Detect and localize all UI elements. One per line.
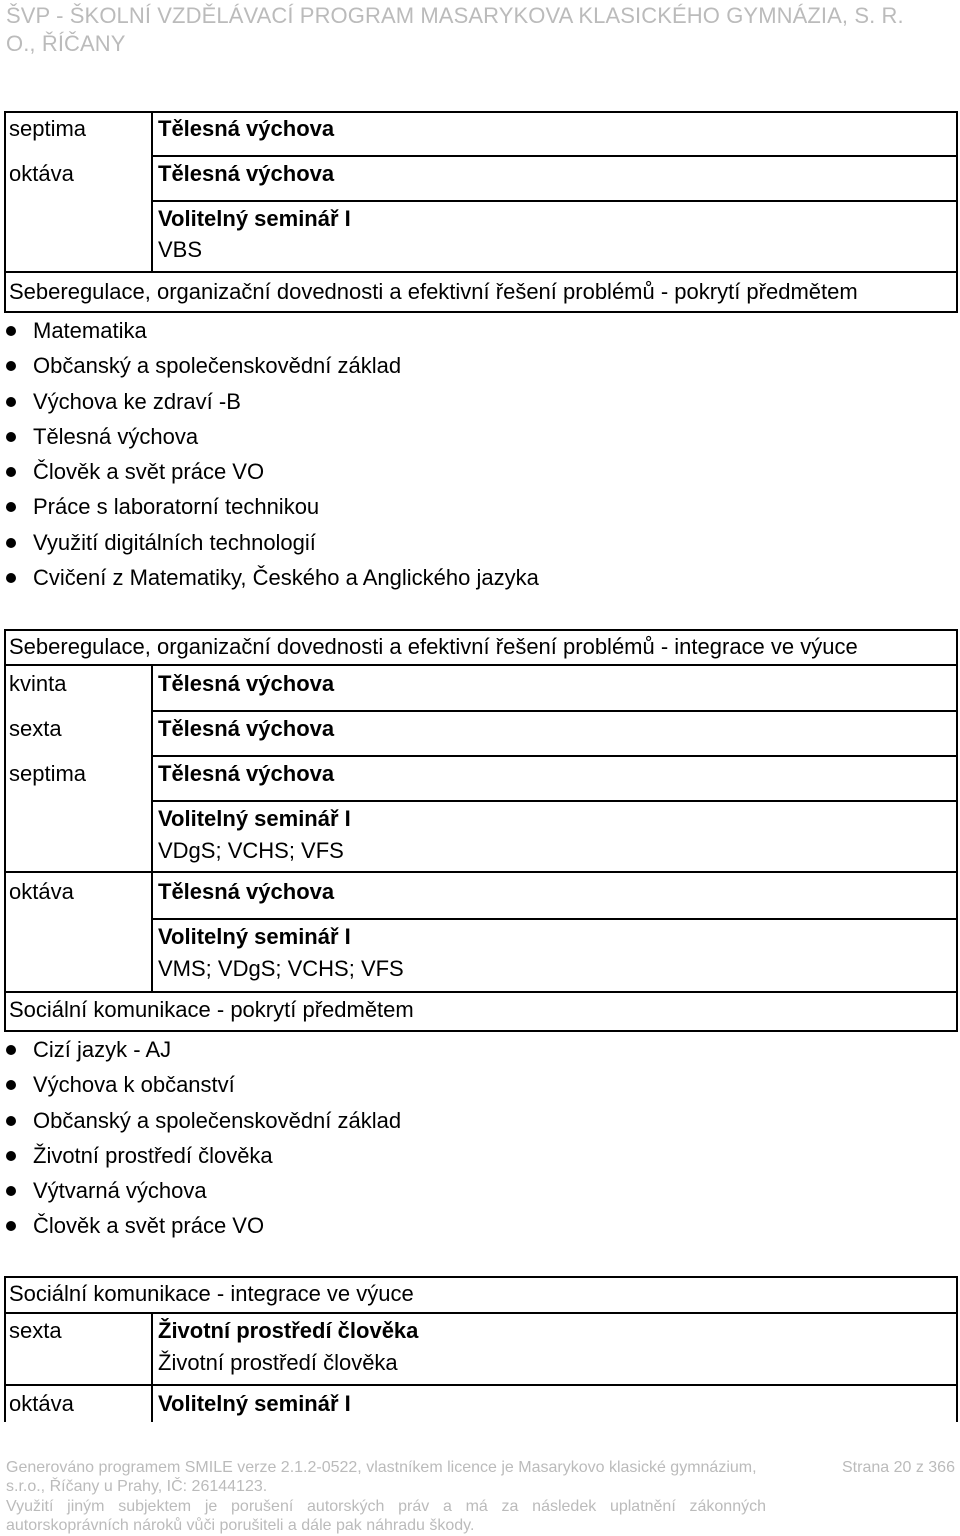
section-title: Seberegulace, organizační dovednosti a efektivní řešení problémů - pokrytí předmětem: [9, 279, 858, 304]
list-item: Občanský a společenskovědní základ: [6, 1103, 401, 1138]
grade-label: kvinta: [9, 671, 67, 696]
row-divider: [4, 991, 958, 993]
bullet-icon: [6, 1116, 16, 1126]
subject-label: Volitelný seminář I: [158, 206, 351, 231]
row-divider: [151, 200, 958, 202]
bullet-icon: [6, 326, 16, 336]
grade-label: sexta: [9, 1318, 62, 1343]
bullet-icon: [6, 467, 16, 477]
subject-detail: VBS: [158, 237, 203, 262]
bullet-icon: [6, 1221, 16, 1231]
section-title: Sociální komunikace - integrace ve výuce: [9, 1281, 414, 1306]
bullet-icon: [6, 538, 16, 548]
subject-list: [6, 1032, 401, 1244]
grade-label: septima: [9, 761, 87, 786]
list-item: Člověk a svět práce VO: [6, 454, 539, 489]
header-title-line1: ŠVP - ŠKOLNÍ VZDĚLÁVACÍ PROGRAM MASARYKOVA KLASICKÉHO GYMNÁZIA, S. R.: [6, 3, 904, 28]
list-item: Výchova k občanství: [6, 1067, 401, 1102]
footer-line: Generováno programem SMILE verze 2.1.2-0522, vlastníkem licence je Masarykovo klasické gymnázium,: [6, 1459, 757, 1476]
grade-label: sexta: [9, 716, 62, 741]
list-item: Výtvarná výchova: [6, 1173, 401, 1208]
header-title-line2: O., ŘÍČANY: [6, 31, 126, 56]
list-item: Využití digitálních technologií: [6, 525, 539, 560]
subject-label: Tělesná výchova: [158, 161, 335, 186]
bullet-icon: [6, 1186, 16, 1196]
subject-list: [6, 313, 539, 595]
grade-label: septima: [9, 116, 87, 141]
grade-label: oktáva: [9, 161, 74, 186]
list-item: Výchova ke zdraví -B: [6, 384, 539, 419]
table-column-divider: [151, 1312, 153, 1422]
list-item: Občanský a společenskovědní základ: [6, 348, 539, 383]
table-frame: [4, 629, 958, 1032]
list-item: Cizí jazyk - AJ: [6, 1032, 401, 1067]
bullet-icon: [6, 432, 16, 442]
list-item: Matematika: [6, 313, 539, 348]
subject-label: Tělesná výchova: [158, 879, 335, 904]
section-title: Seberegulace, organizační dovednosti a efektivní řešení problémů - integrace ve výuce: [9, 634, 858, 659]
row-divider: [151, 155, 958, 157]
bullet-icon: [6, 1045, 16, 1055]
list-item: Práce s laboratorní technikou: [6, 489, 539, 524]
row-divider: [4, 271, 958, 273]
footer-line: Využití jiným subjektem je porušení autorských práv a má za následek uplatnění zákonných: [6, 1498, 766, 1515]
subject-label: Volitelný seminář I: [158, 924, 351, 949]
bullet-icon: [6, 1151, 16, 1161]
list-item: Cvičení z Matematiky, Českého a Anglického jazyka: [6, 560, 539, 595]
table-top-border: [4, 1276, 958, 1278]
subject-label: Tělesná výchova: [158, 761, 335, 786]
row-divider: [4, 871, 958, 873]
bullet-icon: [6, 361, 16, 371]
row-divider: [151, 800, 958, 802]
table-column-divider: [151, 111, 153, 271]
subject-label: Tělesná výchova: [158, 671, 335, 696]
row-divider: [4, 1312, 958, 1314]
bullet-icon: [6, 502, 16, 512]
subject-label: Tělesná výchova: [158, 716, 335, 741]
page-number: Strana 20 z 366: [842, 1459, 955, 1476]
list-item: Člověk a svět práce VO: [6, 1208, 401, 1243]
grade-label: oktáva: [9, 879, 74, 904]
bullet-icon: [6, 573, 16, 583]
subject-label: Volitelný seminář I: [158, 1391, 351, 1416]
subject-label: Tělesná výchova: [158, 116, 335, 141]
bullet-icon: [6, 1080, 16, 1090]
section-title: Sociální komunikace - pokrytí předmětem: [9, 997, 414, 1022]
grade-label: oktáva: [9, 1391, 74, 1416]
row-divider: [151, 918, 958, 920]
table-right-border: [956, 1276, 958, 1422]
page-header: [6, 2, 946, 58]
bullet-icon: [6, 397, 16, 407]
list-item: Tělesná výchova: [6, 419, 539, 454]
table-left-border: [4, 1276, 6, 1422]
table-column-divider: [151, 664, 153, 991]
footer-line: s.r.o., Říčany u Prahy, IČ: 26144123.: [6, 1478, 268, 1495]
subject-label: Životní prostředí člověka: [158, 1318, 419, 1343]
subject-detail: VDgS; VCHS; VFS: [158, 838, 344, 863]
subject-detail: VMS; VDgS; VCHS; VFS: [158, 956, 404, 981]
list-item: Životní prostředí člověka: [6, 1138, 401, 1173]
row-divider: [151, 710, 958, 712]
footer-line: autorskoprávních nároků vůči porušiteli a dále pak náhradu škody.: [6, 1517, 475, 1534]
subject-label: Volitelný seminář I: [158, 806, 351, 831]
row-divider: [4, 664, 958, 666]
row-divider: [151, 755, 958, 757]
row-divider: [4, 1384, 958, 1386]
subject-detail: Životní prostředí člověka: [158, 1350, 398, 1375]
